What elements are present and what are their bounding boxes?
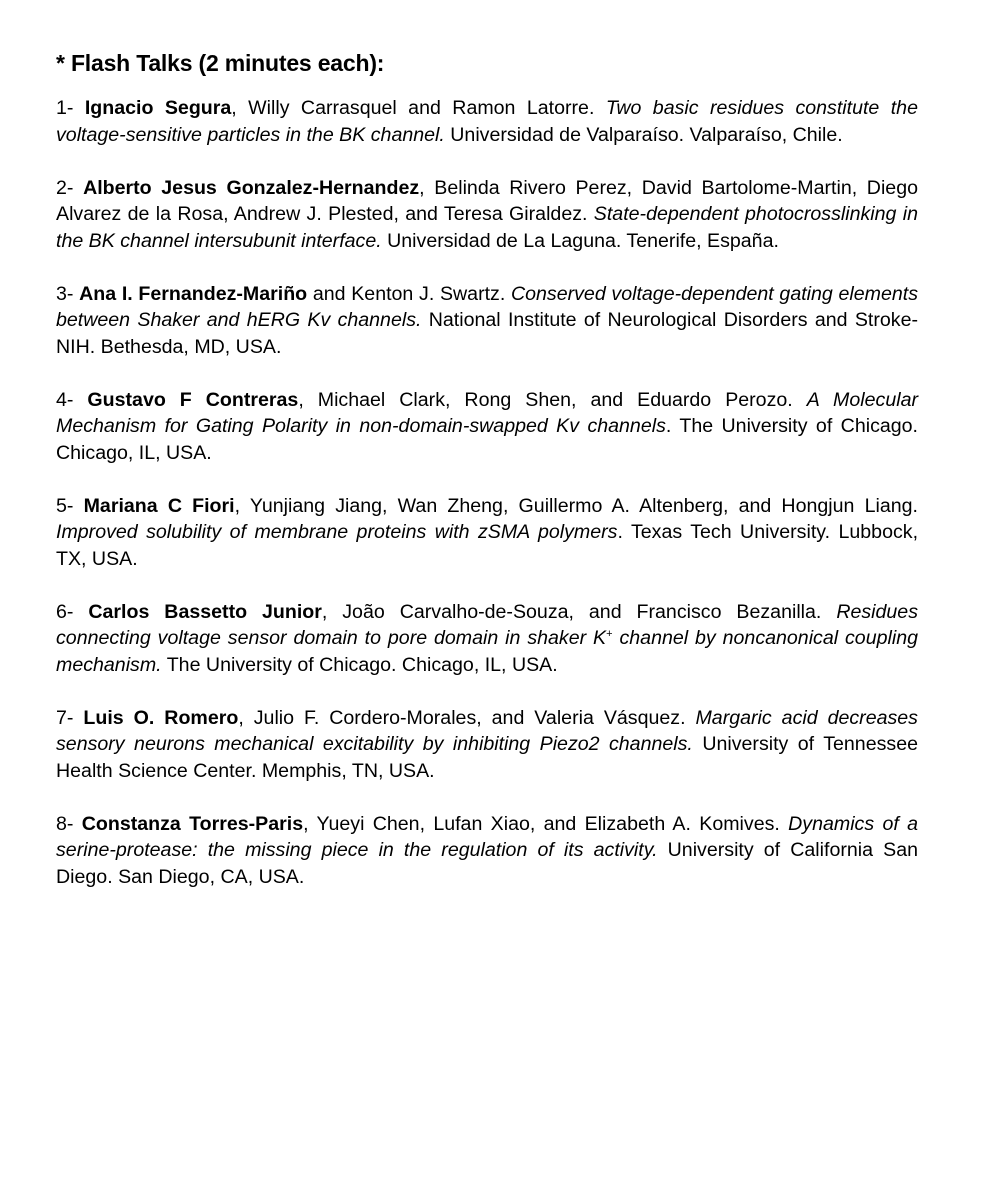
superscript-plus: + [606,628,613,640]
coauthors: , Belinda Rivero Perez, David Bartolome-Martin, Diego Alvarez de la Rosa, Andrew J. Plested, and Teresa Giraldez. [56,176,918,225]
presenter-name: Constanza Torres-Paris [81,812,304,835]
coauthors: , Yueyi Chen, Lufan Xiao, and Elizabeth A. Komives. [303,812,789,835]
presenter-name: Gustavo F Contreras [87,388,299,411]
affiliation: Universidad de Valparaíso. Valparaíso, Chile. [444,123,843,146]
talk-entry-8 [56,811,918,891]
talk-title: Dynamics of a serine-protease: the missing piece in the regulation of its activity. [56,812,918,861]
talk-title-part1: Residues connecting voltage sensor domain to pore domain in shaker K [56,600,918,649]
talk-entry-3 [56,281,918,361]
talk-entry-4 [56,387,918,467]
presenter-name: Ignacio Segura [84,97,232,119]
talk-entry-2 [56,175,918,255]
talk-title: State-dependent photocrosslinking in the BK channel intersubunit interface. [56,203,918,252]
talk-title: Two basic residues constitute the voltage-sensitive particles in the BK channel. [56,97,918,146]
affiliation: University of Tennessee Health Science Center. Memphis, TN, USA. [56,733,918,782]
affiliation: National Institute of Neurological Disorders and Stroke-NIH. Bethesda, MD, USA. [56,309,918,358]
coauthors: and Kenton J. Swartz. [307,282,511,305]
talk-entry-1 [56,95,918,148]
presenter-name: Mariana C Fiori [83,494,235,517]
coauthors: , Michael Clark, Rong Shen, and Eduardo Perozo. [298,388,807,411]
affiliation: The University of Chicago. Chicago, IL, USA. [161,653,558,676]
presenter-name: Alberto Jesus Gonzalez-Hernandez [83,176,420,199]
affiliation: University of California San Diego. San Diego, CA, USA. [56,839,918,888]
talk-title: Margaric acid decreases sensory neurons mechanical excitability by inhibiting Piezo2 channels. [56,706,918,755]
section-heading: * Flash Talks (2 minutes each): [56,50,385,76]
talk-title-part2: channel by noncanonical coupling mechanism. [56,627,918,676]
talk-number: 4- [56,388,88,411]
talk-entry-7 [56,705,918,785]
talk-entry-5 [56,493,918,573]
talk-title: Conserved voltage-dependent gating elements between Shaker and hERG Kv channels. [56,282,919,331]
affiliation: . The University of Chicago. Chicago, IL, USA. [56,415,918,464]
document-page [56,47,918,917]
affiliation: . Texas Tech University. Lubbock, TX, USA. [56,521,919,570]
talk-number: 1- [56,97,85,119]
talk-number: 7- [56,706,84,729]
coauthors: , Yunjiang Jiang, Wan Zheng, Guillermo A. Altenberg, and Hongjun Liang. [234,494,918,517]
talk-title: A Molecular Mechanism for Gating Polarity in non-domain-swapped Kv channels [56,388,918,437]
coauthors: , Julio F. Cordero-Morales, and Valeria Vásquez. [238,706,696,729]
coauthors: , Willy Carrasquel and Ramon Latorre. [231,97,606,119]
presenter-name: Ana I. Fernandez-Mariño [79,282,308,305]
talk-number: 8- [56,812,82,835]
presenter-name: Luis O. Romero [83,706,239,729]
presenter-name: Carlos Bassetto Junior [88,600,322,623]
talk-title: Improved solubility of membrane proteins with zSMA polymers [56,521,618,543]
talk-number: 5- [56,494,84,517]
talk-number: 2- [56,176,84,199]
talk-number: 6- [56,600,89,623]
talk-number: 3- [56,282,80,305]
affiliation: Universidad de La Laguna. Tenerife, España. [381,229,779,252]
coauthors: , João Carvalho-de-Souza, and Francisco Bezanilla. [321,600,837,623]
talk-entry-6 [56,599,918,679]
